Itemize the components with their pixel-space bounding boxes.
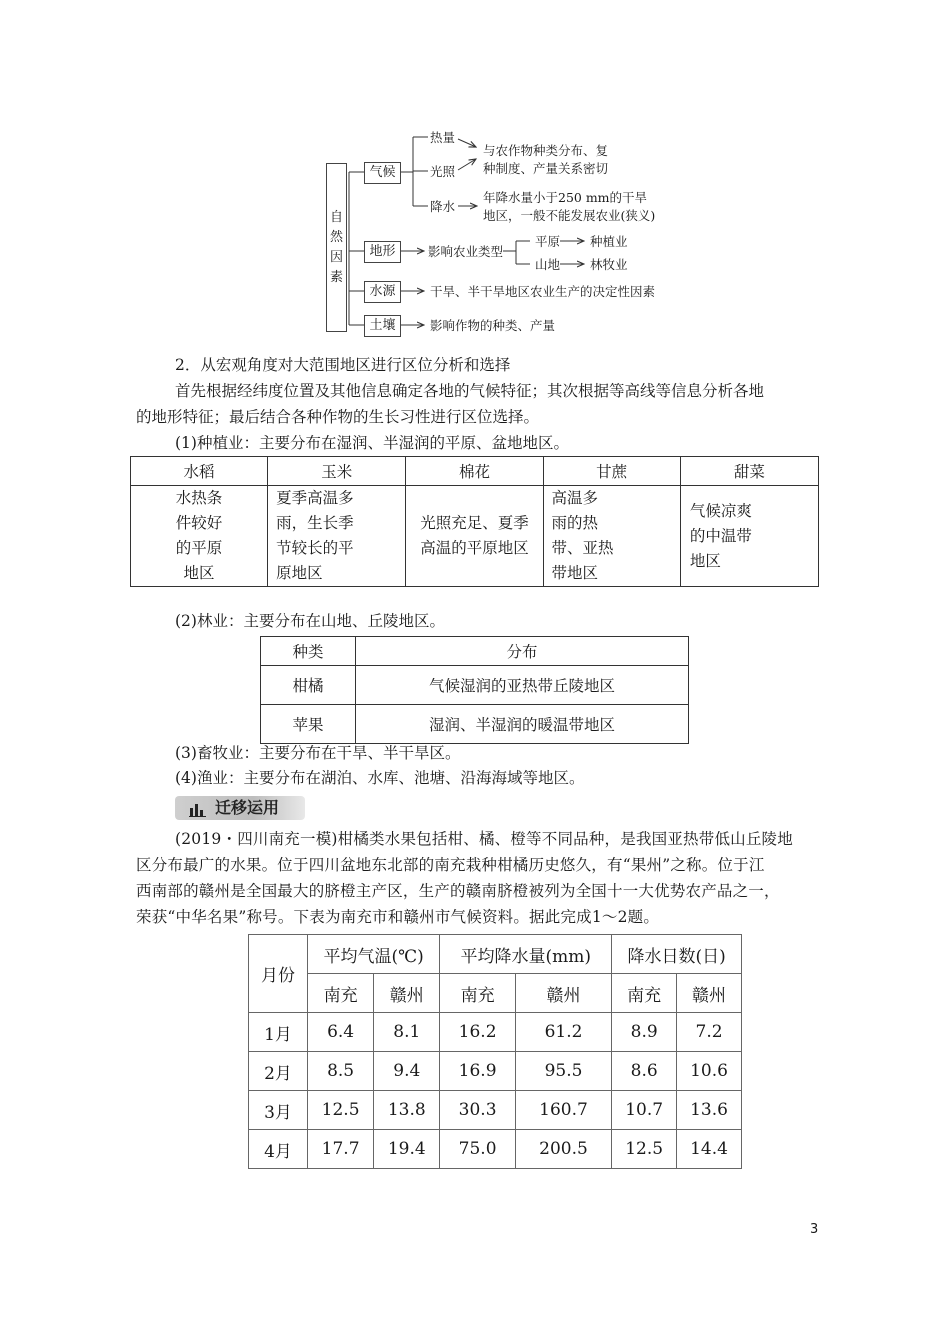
value-cell: 8.1: [374, 1013, 440, 1052]
cell-line: 地区: [183, 564, 215, 582]
forest-dist: 气候湿润的亚热带丘陵地区: [356, 666, 689, 705]
value-cell: 16.2: [440, 1013, 515, 1052]
forest-table: [260, 636, 689, 744]
value-cell: 200.5: [515, 1130, 611, 1169]
light-label: 光照: [430, 164, 456, 179]
root-char-2: 然: [329, 230, 343, 245]
crop-cell-corn: [268, 486, 406, 587]
cell-line: 高温多: [551, 489, 599, 507]
badge-label: 迁移运用: [215, 798, 280, 817]
crop-cell-beet: [680, 486, 818, 587]
value-cell: 14.4: [677, 1130, 742, 1169]
cell-line: 节较长的平: [276, 539, 354, 557]
value-cell: 8.5: [308, 1052, 374, 1091]
value-cell: 6.4: [308, 1013, 374, 1052]
group-header: 平均气温(℃): [308, 935, 440, 974]
mountain-use: 林牧业: [590, 257, 628, 272]
section-heading: 2．从宏观角度对大范围地区进行区位分析和选择: [175, 356, 511, 374]
crop-header: 甘蔗: [543, 457, 680, 486]
value-cell: 10.6: [677, 1052, 742, 1091]
heat-light-note-1: 与农作物种类分布、复: [483, 143, 609, 158]
value-cell: 8.6: [612, 1052, 677, 1091]
value-cell: 10.7: [612, 1091, 677, 1130]
table-row: [261, 666, 689, 705]
month-cell: 3月: [249, 1091, 308, 1130]
plain-use: 种植业: [590, 234, 628, 249]
table-row: [249, 1013, 742, 1052]
value-cell: 8.9: [612, 1013, 677, 1052]
heat-label: 热量: [430, 130, 456, 145]
section-para-line2: 的地形特征；最后结合各种作物的生长习性进行区位选择。: [136, 408, 540, 426]
rain-label: 降水: [430, 199, 456, 214]
city-header: 南充: [308, 974, 374, 1013]
rain-note-1: 年降水量小于250 mm的干旱: [483, 190, 648, 205]
climate-table: [248, 934, 742, 1169]
value-cell: 17.7: [308, 1130, 374, 1169]
livestock-line: (3)畜牧业：主要分布在干旱、半干旱区。: [175, 744, 461, 762]
soil-note: 影响作物的种类、产量: [430, 318, 556, 333]
value-cell: 13.6: [677, 1091, 742, 1130]
forest-header: 分布: [356, 637, 689, 666]
crops-body-row: [131, 486, 819, 587]
cell-line: 带、亚热: [551, 539, 614, 557]
cell-line: 的中温带: [689, 526, 752, 545]
water-note: 干旱、半干旱地区农业生产的决定性因素: [430, 284, 656, 299]
month-cell: 2月: [249, 1052, 308, 1091]
section-badge: [175, 796, 305, 820]
month-cell: 4月: [249, 1130, 308, 1169]
terrain-box: 地形: [364, 241, 401, 263]
value-cell: 19.4: [374, 1130, 440, 1169]
crop-cell-cotton: [406, 486, 543, 587]
cell-line: 气候凉爽: [689, 501, 752, 520]
climate-group-row: [249, 935, 742, 974]
plain-label: 平原: [535, 234, 561, 249]
crop-header: 棉花: [406, 457, 543, 486]
crop-header: 甜菜: [680, 457, 818, 486]
value-cell: 12.5: [612, 1130, 677, 1169]
month-cell: 1月: [249, 1013, 308, 1052]
root-char-3: 因: [329, 250, 343, 265]
water-box: 水源: [364, 281, 401, 303]
cell-line: 件较好: [175, 514, 223, 532]
group-header: 平均降水量(mm): [440, 935, 612, 974]
cell-line: 雨，生长季: [276, 514, 354, 532]
cell-line: 原地区: [276, 564, 323, 582]
forest-header-row: [261, 637, 689, 666]
cell-line: 水热条: [175, 489, 223, 507]
value-cell: 13.8: [374, 1091, 440, 1130]
cell-line: 光照充足、夏季: [420, 514, 529, 532]
table-row: [249, 1130, 742, 1169]
planting-line: (1)种植业：主要分布在湿润、半湿润的平原、盆地地区。: [175, 434, 569, 452]
question-line1: (2019・四川南充一模)柑橘类水果包括柑、橘、橙等不同品种，是我国亚热带低山丘陵地: [175, 830, 793, 848]
table-row: [249, 1052, 742, 1091]
crop-header: 玉米: [268, 457, 406, 486]
cell-line: 的平原: [175, 539, 223, 557]
root-box: [326, 163, 347, 332]
value-cell: 75.0: [440, 1130, 515, 1169]
rain-note-2: 地区，一般不能发展农业(狭义): [483, 208, 656, 223]
value-cell: 12.5: [308, 1091, 374, 1130]
value-cell: 9.4: [374, 1052, 440, 1091]
mountain-label: 山地: [535, 257, 561, 272]
question-line3: 西南部的赣州是全国最大的脐橙主产区，生产的赣南脐橙被列为全国十一大优势农产品之一，: [136, 882, 780, 900]
value-cell: 61.2: [515, 1013, 611, 1052]
city-header: 赣州: [515, 974, 611, 1013]
cell-line: 夏季高温多: [276, 489, 354, 507]
root-char-1: 自: [329, 210, 343, 225]
climate-box: 气候: [364, 162, 401, 184]
crops-table: [130, 456, 819, 587]
crops-header-row: [131, 457, 819, 486]
value-cell: 30.3: [440, 1091, 515, 1130]
forest-kind: 柑橘: [261, 666, 356, 705]
city-header: 南充: [440, 974, 515, 1013]
city-header: 南充: [612, 974, 677, 1013]
soil-box: 土壤: [364, 315, 401, 337]
fishery-line: (4)渔业：主要分布在湖泊、水库、池塘、沿海海域等地区。: [175, 769, 585, 787]
crop-cell-rice: [131, 486, 268, 587]
group-header: 降水日数(日): [612, 935, 742, 974]
root-char-4: 素: [329, 270, 343, 285]
question-line2: 区分布最广的水果。位于四川盆地东北部的南充栽种柑橘历史悠久，有“果州”之称。位于江: [136, 856, 765, 874]
heat-light-note-2: 种制度、产量关系密切: [483, 161, 609, 176]
forest-dist: 湿润、半湿润的暖温带地区: [356, 705, 689, 744]
cell-line: 雨的热: [551, 514, 599, 532]
table-row: [261, 705, 689, 744]
section-para-line1: 首先根据经纬度位置及其他信息确定各地的气候特征；其次根据等高线等信息分析各地: [175, 382, 765, 400]
bar-chart-icon: [189, 801, 207, 817]
forest-kind: 苹果: [261, 705, 356, 744]
crop-header: 水稻: [131, 457, 268, 486]
forestry-line: (2)林业：主要分布在山地、丘陵地区。: [175, 612, 445, 630]
cell-line: 带地区: [551, 564, 599, 582]
terrain-note: 影响农业类型: [428, 244, 504, 259]
value-cell: 95.5: [515, 1052, 611, 1091]
month-header: 月份: [249, 935, 308, 1013]
cell-line: 高温的平原地区: [420, 539, 529, 557]
climate-city-row: [249, 974, 742, 1013]
table-row: [249, 1091, 742, 1130]
page-number: 3: [810, 1222, 819, 1237]
city-header: 赣州: [677, 974, 742, 1013]
question-line4: 荣获“中华名果”称号。下表为南充市和赣州市气候资料。据此完成1～2题。: [136, 908, 660, 926]
crop-cell-sugarcane: [543, 486, 680, 587]
value-cell: 16.9: [440, 1052, 515, 1091]
value-cell: 7.2: [677, 1013, 742, 1052]
cell-line: 地区: [689, 551, 721, 570]
forest-header: 种类: [261, 637, 356, 666]
value-cell: 160.7: [515, 1091, 611, 1130]
city-header: 赣州: [374, 974, 440, 1013]
